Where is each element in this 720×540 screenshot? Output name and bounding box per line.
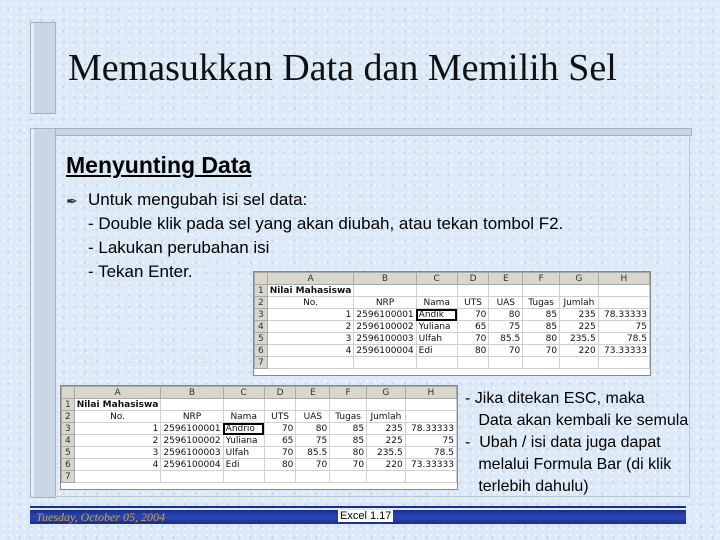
cell: 2596100003 bbox=[161, 447, 223, 459]
cell: UTS bbox=[264, 411, 296, 423]
spreadsheet-table-1 bbox=[254, 272, 650, 369]
cell: 65 bbox=[264, 435, 296, 447]
cell: No. bbox=[74, 411, 161, 423]
cell bbox=[523, 357, 560, 369]
cell: 85 bbox=[330, 435, 367, 447]
cell: 78.33333 bbox=[598, 309, 649, 321]
column-header: G bbox=[560, 273, 599, 285]
cell: Edi bbox=[416, 345, 457, 357]
cell: Ulfah bbox=[416, 333, 457, 345]
cell bbox=[223, 471, 264, 483]
cell bbox=[161, 471, 223, 483]
cell: 220 bbox=[367, 459, 406, 471]
table-row bbox=[62, 471, 457, 483]
spreadsheet-screenshot-1 bbox=[253, 271, 651, 376]
cell: 85 bbox=[330, 423, 367, 435]
cell: 220 bbox=[560, 345, 599, 357]
slide-title: Memasukkan Data dan Memilih Sel bbox=[68, 47, 617, 89]
cell: Tugas bbox=[523, 297, 560, 309]
cell: 4 bbox=[267, 345, 354, 357]
row-header: 3 bbox=[62, 423, 75, 435]
cell bbox=[296, 471, 330, 483]
cell: NRP bbox=[161, 411, 223, 423]
table-row bbox=[62, 399, 457, 411]
row-header: 4 bbox=[62, 435, 75, 447]
cell: 78.5 bbox=[405, 447, 456, 459]
column-header-row bbox=[255, 273, 650, 285]
row-header: 1 bbox=[255, 285, 268, 297]
cell: 70 bbox=[264, 447, 296, 459]
column-header: E bbox=[296, 387, 330, 399]
cell: 70 bbox=[296, 459, 330, 471]
table-row bbox=[255, 333, 650, 345]
table-row bbox=[62, 447, 457, 459]
cell bbox=[74, 471, 161, 483]
cell: 70 bbox=[489, 345, 523, 357]
cell bbox=[598, 297, 649, 309]
note-text: - Jika ditekan ESC, maka Data akan kembali ke semula - Ubah / isi data juga dapat melalui Formula Bar (di klik terlebih dahulu) bbox=[465, 390, 689, 495]
column-header: A bbox=[267, 273, 354, 285]
cell: 1 bbox=[74, 423, 161, 435]
column-header: C bbox=[223, 387, 264, 399]
cell: 2596100001 bbox=[161, 423, 223, 435]
cell: 225 bbox=[560, 321, 599, 333]
cell bbox=[405, 471, 456, 483]
decorative-vertical-bar bbox=[30, 22, 56, 114]
cell: 80 bbox=[457, 345, 489, 357]
cell: 2596100004 bbox=[354, 345, 416, 357]
cell bbox=[264, 399, 296, 411]
cell: Nama bbox=[416, 297, 457, 309]
cell: 3 bbox=[267, 333, 354, 345]
cell: 2 bbox=[267, 321, 354, 333]
cell: 80 bbox=[489, 309, 523, 321]
column-header bbox=[255, 273, 268, 285]
cell: Jumlah bbox=[367, 411, 406, 423]
cell: NRP bbox=[354, 297, 416, 309]
selected-cell: Andik bbox=[416, 309, 457, 321]
cell: 80 bbox=[523, 333, 560, 345]
column-header-row bbox=[62, 387, 457, 399]
pen-icon: ✒ bbox=[66, 193, 78, 209]
cell: 70 bbox=[264, 423, 296, 435]
cell: 235 bbox=[560, 309, 599, 321]
cell: 80 bbox=[264, 459, 296, 471]
cell: UAS bbox=[296, 411, 330, 423]
cell: 78.5 bbox=[598, 333, 649, 345]
cell: 65 bbox=[457, 321, 489, 333]
cell bbox=[267, 357, 354, 369]
cell bbox=[416, 285, 457, 297]
cell bbox=[330, 471, 367, 483]
selected-cell: Andrio bbox=[223, 423, 264, 435]
cell: 80 bbox=[330, 447, 367, 459]
column-header: G bbox=[367, 387, 406, 399]
cell: 75 bbox=[489, 321, 523, 333]
cell: Ulfah bbox=[223, 447, 264, 459]
cell: 70 bbox=[457, 309, 489, 321]
instruction-text: Untuk mengubah isi sel data: - Double klik pada sel yang akan diubah, atau tekan tombol F2. - Lakukan perubahan isi - Tekan Enter. bbox=[88, 190, 564, 281]
cell bbox=[405, 411, 456, 423]
table-row bbox=[255, 285, 650, 297]
cell: 1 bbox=[267, 309, 354, 321]
cell: 2 bbox=[74, 435, 161, 447]
cell: 80 bbox=[296, 423, 330, 435]
cell: 70 bbox=[330, 459, 367, 471]
cell: 2596100001 bbox=[354, 309, 416, 321]
footer-page: Excel 1.17 bbox=[340, 510, 392, 522]
cell bbox=[354, 357, 416, 369]
cell: 75 bbox=[296, 435, 330, 447]
row-header: 3 bbox=[255, 309, 268, 321]
spreadsheet-table-2 bbox=[61, 386, 457, 483]
cell bbox=[489, 357, 523, 369]
column-header: B bbox=[161, 387, 223, 399]
cell bbox=[416, 357, 457, 369]
column-header: E bbox=[489, 273, 523, 285]
table-row bbox=[255, 345, 650, 357]
cell: 85.5 bbox=[296, 447, 330, 459]
cell bbox=[598, 285, 649, 297]
cell: 235.5 bbox=[560, 333, 599, 345]
cell bbox=[405, 399, 456, 411]
cell bbox=[367, 399, 406, 411]
cell bbox=[560, 357, 599, 369]
cell: 75 bbox=[598, 321, 649, 333]
cell bbox=[457, 285, 489, 297]
cell: Nilai Mahasiswa bbox=[74, 399, 161, 411]
cell: 235 bbox=[367, 423, 406, 435]
cell: Edi bbox=[223, 459, 264, 471]
cell: 75 bbox=[405, 435, 456, 447]
column-header: C bbox=[416, 273, 457, 285]
cell: Yuliana bbox=[416, 321, 457, 333]
table-row bbox=[62, 411, 457, 423]
spreadsheet-screenshot-2 bbox=[60, 385, 458, 490]
row-header: 6 bbox=[255, 345, 268, 357]
table-row bbox=[255, 309, 650, 321]
cell: 3 bbox=[74, 447, 161, 459]
cell bbox=[367, 471, 406, 483]
cell bbox=[330, 399, 367, 411]
cell: 78.33333 bbox=[405, 423, 456, 435]
cell: Nama bbox=[223, 411, 264, 423]
cell: 73.33333 bbox=[405, 459, 456, 471]
cell: UTS bbox=[457, 297, 489, 309]
table-row bbox=[255, 321, 650, 333]
cell: No. bbox=[267, 297, 354, 309]
row-header: 6 bbox=[62, 459, 75, 471]
cell: 2596100002 bbox=[354, 321, 416, 333]
cell: 85 bbox=[523, 321, 560, 333]
cell: 2596100002 bbox=[161, 435, 223, 447]
row-header: 2 bbox=[255, 297, 268, 309]
row-header: 7 bbox=[255, 357, 268, 369]
table-row bbox=[62, 423, 457, 435]
table-row bbox=[62, 435, 457, 447]
column-header: D bbox=[264, 387, 296, 399]
row-header: 1 bbox=[62, 399, 75, 411]
table-row bbox=[255, 357, 650, 369]
footer-date: Tuesday, October 05, 2004 bbox=[36, 510, 165, 524]
cell: Jumlah bbox=[560, 297, 599, 309]
row-header: 2 bbox=[62, 411, 75, 423]
cell bbox=[223, 399, 264, 411]
column-header: A bbox=[74, 387, 161, 399]
column-header: D bbox=[457, 273, 489, 285]
cell: 4 bbox=[74, 459, 161, 471]
cell: UAS bbox=[489, 297, 523, 309]
column-header: H bbox=[405, 387, 456, 399]
cell bbox=[560, 285, 599, 297]
cell: 225 bbox=[367, 435, 406, 447]
cell: 73.33333 bbox=[598, 345, 649, 357]
cell bbox=[296, 399, 330, 411]
cell bbox=[457, 357, 489, 369]
column-header: B bbox=[354, 273, 416, 285]
cell: 70 bbox=[523, 345, 560, 357]
cell: 70 bbox=[457, 333, 489, 345]
footer-line bbox=[30, 506, 686, 508]
table-row bbox=[255, 297, 650, 309]
column-header: F bbox=[330, 387, 367, 399]
cell: 85.5 bbox=[489, 333, 523, 345]
cell: 85 bbox=[523, 309, 560, 321]
cell bbox=[161, 399, 223, 411]
cell: 2596100004 bbox=[161, 459, 223, 471]
column-header: F bbox=[523, 273, 560, 285]
cell bbox=[489, 285, 523, 297]
cell bbox=[523, 285, 560, 297]
cell: 2596100003 bbox=[354, 333, 416, 345]
section-heading: Menyunting Data bbox=[66, 152, 252, 178]
cell: Nilai Mahasiswa bbox=[267, 285, 354, 297]
decorative-vertical-bar-lower bbox=[30, 128, 56, 498]
column-header bbox=[62, 387, 75, 399]
row-header: 7 bbox=[62, 471, 75, 483]
cell: Yuliana bbox=[223, 435, 264, 447]
cell: 235.5 bbox=[367, 447, 406, 459]
row-header: 4 bbox=[255, 321, 268, 333]
cell bbox=[354, 285, 416, 297]
row-header: 5 bbox=[62, 447, 75, 459]
cell bbox=[598, 357, 649, 369]
column-header: H bbox=[598, 273, 649, 285]
table-row bbox=[62, 459, 457, 471]
cell: Tugas bbox=[330, 411, 367, 423]
cell bbox=[264, 471, 296, 483]
row-header: 5 bbox=[255, 333, 268, 345]
